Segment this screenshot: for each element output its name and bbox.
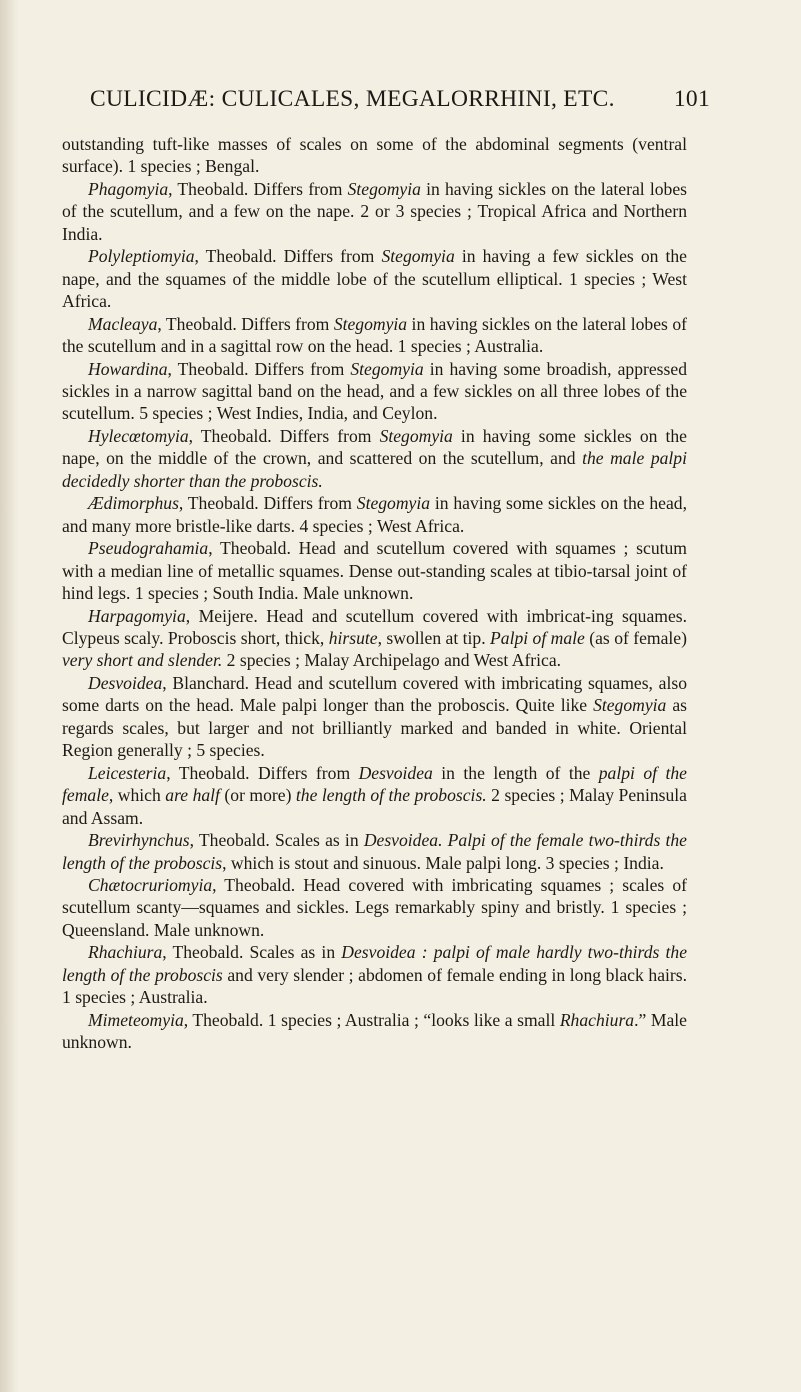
entry-text: , Theobald. Head and scutellum covered with squames ; scutum with a median line of metallic squames. Dense out-standing scales at tibio-tarsal joint of hind legs. 1 species ; South India. Male unknown.	[62, 538, 687, 604]
entry-text: , which is stout and sinuous. Male palpi long. 3 species ; India.	[222, 852, 664, 873]
entry-text: , Theobald. Differs from	[167, 358, 351, 379]
entry-text: in having some sickles on the nape, on the middle of the crown, and scattered on the scutellum, and	[62, 425, 687, 469]
continuation-paragraph: outstanding tuft-like masses of scales on some of the abdominal segments (ventral surface). 1 species ; Bengal.	[62, 134, 687, 177]
entry-text: in having sickles on the lateral lobes of the scutellum and in a sagittal row on the head. 1 species ; Australia.	[62, 313, 687, 357]
genus-reference: Stegomyia	[593, 695, 667, 716]
genus-name: Leicesteria	[88, 762, 167, 783]
entry-text: .” Male unknown.	[62, 1009, 687, 1053]
entry-text: , Theobald. Differs from	[188, 425, 380, 446]
italic-phrase: palpi of the female	[62, 762, 687, 806]
entry-text: , Theobald. Differs from	[178, 493, 357, 514]
italic-phrase: Desvoidea. Palpi of the female two-thirds the length of the proboscis	[62, 830, 687, 873]
italic-phrase: the length of the proboscis.	[295, 785, 487, 806]
entry-hylecoetomyia	[62, 425, 687, 492]
entry-macleaya	[62, 313, 687, 358]
italic-phrase: Palpi of male	[490, 627, 585, 648]
genus-reference: Rhachiura	[559, 1009, 635, 1030]
entry-text: , Theobald. Differs from	[157, 313, 334, 334]
header-title: CULICIDÆ: CULICALES, MEGALORRHINI, ETC.	[90, 86, 615, 112]
genus-name: Ædimorphus	[88, 493, 179, 514]
genus-name: Polyleptiomyia	[88, 246, 195, 267]
entry-aedimorphus	[62, 492, 687, 537]
entry-text: (as of female)	[584, 627, 687, 648]
entry-brevirhynchus	[62, 829, 687, 874]
genus-reference: Stegomyia	[381, 246, 455, 267]
entry-text: as regards scales, but larger and not brilliantly marked and banded in white. Oriental Region generally ; 5 species.	[62, 695, 687, 761]
running-header	[90, 86, 710, 113]
entry-text: , swollen at tip.	[377, 627, 491, 648]
entry-desvoidea	[62, 672, 687, 762]
genus-name: Chætocruriomyia	[88, 874, 213, 895]
entry-text: in having some broadish, appressed sickles in a narrow sagittal band on the head, and a few sickles on all three lobes of the scutellum. 5 species ; West Indies, India, and Ceylon.	[62, 358, 687, 424]
genus-name: Desvoidea	[88, 672, 163, 693]
entry-text: , Theobald. Scales as in	[189, 830, 364, 851]
genus-name: Howardina	[88, 358, 168, 379]
entry-text: in having some sickles on the head, and many more bristle-like darts. 4 species ; West Africa.	[62, 493, 687, 536]
entry-text: , Theobald. Head covered with imbricating squames ; scales of scutellum scanty—squames and sickles. Legs remarkably spiny and bristly. 1 species ; Queensland. Male unknown.	[62, 874, 687, 940]
page-number: 101	[673, 86, 710, 112]
entry-text: , which	[108, 785, 166, 806]
entry-text: , Theobald. Differs from	[168, 178, 348, 199]
genus-reference: Stegomyia	[356, 493, 431, 514]
genus-name: Phagomyia	[88, 178, 169, 199]
entry-phagomyia	[62, 178, 687, 245]
entry-harpagomyia	[62, 605, 687, 672]
entry-leicesteria	[62, 762, 687, 829]
entry-text: , Theobald. Scales as in	[162, 942, 342, 963]
genus-name: Macleaya	[88, 313, 158, 334]
page-edge-shadow	[0, 0, 18, 1392]
genus-name: Brevirhynchus	[88, 830, 190, 851]
entry-text: (or more)	[219, 785, 296, 806]
genus-name: Hylecœtomyia	[88, 425, 189, 446]
page-body	[62, 133, 687, 1054]
genus-reference: Stegomyia	[379, 425, 453, 446]
genus-name: Harpagomyia	[88, 605, 186, 626]
entry-howardina	[62, 358, 687, 425]
entry-text: in having sickles on the lateral lobes of the scutellum, and a few on the nape. 2 or 3 species ; Tropical Africa and Northern India.	[62, 178, 687, 244]
italic-phrase: Desvoidea : palpi of male hardly two-thirds the length of the proboscis	[62, 942, 688, 985]
entry-text: and very slender ; abdomen of female ending in long black hairs. 1 species ; Australia.	[62, 964, 687, 1008]
entry-text: , Meijere. Head and scutellum covered with imbricat-ing squames. Clypeus scaly. Proboscis short, thick,	[62, 605, 687, 648]
entry-text: in the length of the	[432, 762, 599, 783]
entry-text: , Theobald. 1 species ; Australia ; “looks like a small	[183, 1009, 560, 1030]
italic-phrase: very short and slender.	[62, 650, 223, 671]
entry-text: 2 species ; Malay Peninsula and Assam.	[62, 785, 687, 828]
entry-polyleptiomyia	[62, 245, 687, 312]
entry-rhachiura	[62, 941, 687, 1008]
genus-reference: Stegomyia	[347, 178, 421, 199]
italic-term: hirsute	[328, 627, 378, 648]
entry-text: , Blanchard. Head and scutellum covered with imbricating squames, also some darts on the head. Male palpi longer than the proboscis. Quite like	[62, 672, 687, 716]
genus-name: Pseudograhamia	[88, 538, 209, 559]
genus-name: Rhachiura	[88, 942, 163, 963]
entry-mimeteomyia	[62, 1009, 687, 1054]
entry-text: 2 species ; Malay Archipelago and West Africa.	[222, 650, 562, 671]
italic-phrase: are half	[165, 785, 220, 806]
entry-text: , Theobald. Differs from	[166, 762, 359, 783]
genus-reference: Stegomyia	[350, 358, 424, 379]
entry-pseudograhamia	[62, 537, 687, 604]
italic-phrase: the male palpi decidedly shorter than the proboscis.	[62, 448, 687, 491]
genus-reference: Stegomyia	[333, 313, 408, 334]
entry-text: in having a few sickles on the nape, and the squames of the middle lobe of the scutellum elliptical. 1 species ; West Africa.	[62, 246, 687, 312]
genus-reference: Desvoidea	[358, 762, 433, 783]
entry-text: , Theobald. Differs from	[194, 246, 382, 267]
genus-name: Mimeteomyia	[88, 1009, 184, 1030]
entry-chaetocruriomyia	[62, 874, 687, 941]
